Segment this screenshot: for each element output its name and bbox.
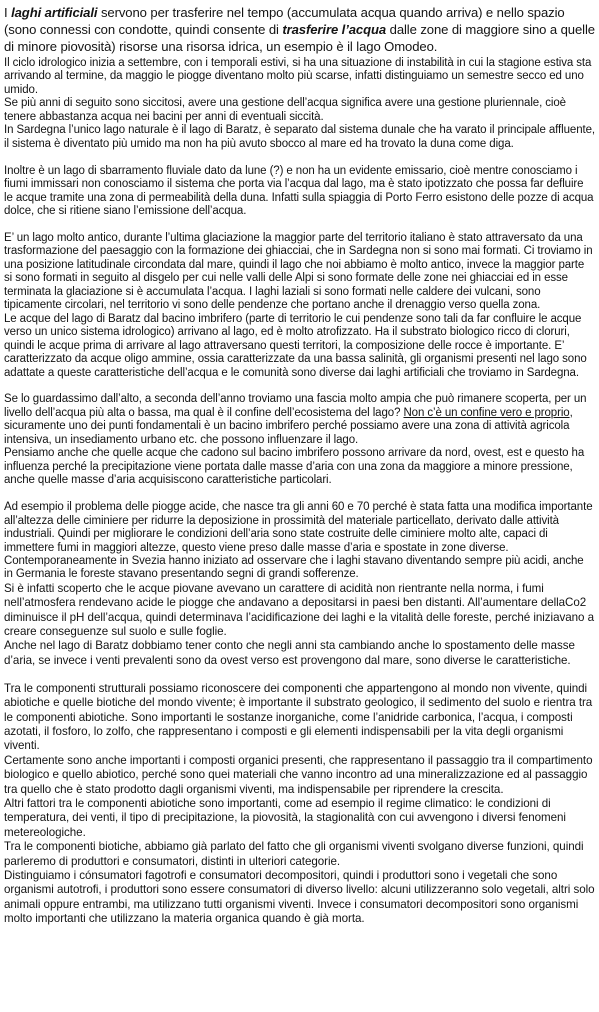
paragraph-componenti-biotiche: Tra le componenti biotiche, abbiamo già parlato del fatto che gli organismi viventi svolgano diverse funzioni, quindi parleremo di produttori e consumatori, distinti in ulteriori categorie. [4,840,584,868]
paragraph-lago-baratz: In Sardegna l’unico lago naturale è il lago di Baratz, è separato dal sistema dunale che ha varato il principale affluente, il sistema è diventato più umido ma non ha più avuto sbocco al mare ed ha trovato la duna come diga. [4,124,595,150]
paragraph-bacino-imbrifero: Le acque del lago di Baratz dal bacino imbrifero (parte di territorio le cui pendenze sono tali da far confluire le acque verso un unico sistema idrologico) arrivano al lago, ed è molto atrofizzato. Ha il substrato biologico ricco di cloruri, quindi le acque prima di arrivare al lago attraversano questi territori, la composizione delle rocce è importante. E’ caratterizzato da acque oligo ammine, ossia caratterizzate da una bassa salinità, gli organismi presenti nel lago sono adattate a queste caratteristiche dell’acqua e le comunità sono diverse dai laghi artificiali che troviamo in Sardegna. [4,312,587,379]
underlined-confine: Non c’è un confine vero e proprio [403,406,570,419]
intro-text-3: dalle zone di maggiore sino a quelle di minore piovosità) risorse una risorsa idrica, un esempio è il lago Omodeo. [4,22,595,54]
intro-paragraph [4,4,595,55]
paragraph-venti-prevalenti: Anche nel lago di Baratz dobbiamo tener conto che negli anni sta cambiando anche lo spostamento delle masse d’aria, se invece i venti prevalenti sono da ovest verso est provengono dal mare, sono diverse le caratteristiche. [4,639,575,667]
paragraph-composti-organici: Certamente sono anche importanti i composti organici presenti, che rappresentano il passaggio tra il compartimento biologico e quello abiotico, perché sono quei materiali che vanno incontro ad una mineralizzazione ed al passaggio tra quello che è stato prodotto dagli organismi viventi, ma indispensabile per riprendere la crescita. [4,753,593,796]
paragraph-gestione-pluriennale: Se più anni di seguito sono siccitosi, avere una gestione dell’acqua significa avere una gestione pluriennale, cioè tenere abbastanza acqua nei bacini per anni di eventuali siccità. [4,97,566,123]
intro-text-2: servono per trasferire nel tempo (accumulata acqua quando arriva) e nello spazio (sono connessi con condotte, quindi consente di [4,5,565,37]
confine-text-2: , sicuramente uno dei punti fondamentali è un bacino imbrifero perché possiamo avere una zona di attività agricola intensiva, un insediamento urbano etc. che possono influenzare il lago. [4,406,573,446]
confine-text-1: Se lo guardassimo dall’alto, a seconda dell’anno troviamo una fascia molto ampia che può rimanere scoperta, per un livello dell’acqua più alta o bassa, ma qual è il confine dell’ecosistema del lago? [4,393,587,419]
paragraph-acidita: Si è infatti scoperto che le acque piovane avevano un carattere di acidità non rientrante nella norma, i fumi nell’atmosfera rendevano acide le piogge che andavano a depositarsi in paesi ben distanti. All’aumentare dellaCo2 diminuisce il pH dell’acqua, quindi determinava l’acidificazione dei laghi e la vitalità delle foreste, perché iniziavano a creare conseguenze sul suolo e sulle foglie. [4,581,594,639]
paragraph-fattori-abiotici: Altri fattori tra le componenti abiotiche sono importanti, come ad esempio il regime climatico: le condizioni di temperatura, dei venti, il tipo di precipitazione, la piovosità, la stagionalità con cui avvengono i diversi fenomeni metereologiche. [4,797,566,839]
paragraph-ciclo-idrologico: Il ciclo idrologico inizia a settembre, con i temporali estivi, si ha una situazione di instabilità in cui la stagione estiva sta arrivando al termine, da maggio le piogge diventano molto più scarse, infatti distinguiamo un semestre secco ed uno umido. [4,57,592,96]
paragraph-masse-aria: Pensiamo anche che quelle acque che cadono sul bacino imbrifero possono arrivare da nord, ovest, est e questo ha influenza perché la precipitazione viene portata dalle masse d’aria con una zona da maggiore a minore pressione, anche quelle masse d’aria acquisiscono caratteristiche particolari. [4,447,585,487]
paragraph-consumatori: Distinguiamo i cónsumatori fagotrofi e consumatori decompositori, quindi i produttori sono i vegetali che sono organismi autotrofi, i produttori sono essere consumatori di diverso livello: alcuni utilizzeranno solo vegetali, altri solo animali oppure entrambi, ma utilizzano tutti organismi viventi. Invece i consumatori decompositori sono organismi molto importanti che utilizzano la materia organica quando è già morta. [4,869,595,926]
paragraph-lago-antico: E’ un lago molto antico, durante l’ultima glaciazione la maggior parte del territorio italiano è stato attraversato da una trasformazione del paesaggio con la formazione dei ghiacciai, che in Sardegna non si sono mai formati. Ci troviamo in una posizione latitudinale circondata dal mare, quindi il lago che noi abbiamo è molto antico, invece la maggior parte si sono formati in seguito al disgelo per cui nelle valli delle Alpi si sono formate delle zone nei ghiacciai ed in esse terminata la glaciazione si è accumulata l’acqua. I laghi laziali si sono formati nelle caldere dei vulcani, sono tipicamente circolari, nel territorio vi sono delle pendenze che portano anche il drenaggio verso quella zona. [4,231,593,312]
emphasis-trasferire-acqua: trasferire l’acqua [282,22,387,37]
paragraph-piogge-acide: Ad esempio il problema delle piogge acide, che nasce tra gli anni 60 e 70 perché è stata fatta una modifica importante all’altezza delle ciminiere per ridurre la deposizione in prossimità del materiale particellato, derivato dalle attività industriali. Quindi per migliorare le condizioni dell’aria sono state costruite delle ciminiere molto alte, capaci di immettere fumi in maggiori altezze, questo viene preso dalle masse d’aria e spostate in zone diverse. Contemporaneamente in Svezia hanno iniziato ad osservare che i laghi stavano diventando sempre più acidi, anche in Germania le foreste stavano presentando segni di grandi sofferenze. [4,501,593,581]
paragraph-confine-ecosistema [4,393,595,447]
intro-text-1: I [4,5,12,20]
paragraph-componenti-strutturali: Tra le componenti strutturali possiamo riconoscere dei componenti che appartengono al mondo non vivente, quindi abiotiche e quelle biotiche del mondo vivente; è importante il substrato geologico, il sedimento del suolo e rientra tra le componenti abiotiche. Sono importanti le sostanze inorganiche, come l’anidride carbonica, l’acqua, i composti azotati, il fosforo, lo zolfo, che rappresentano i composti e gli elementi indispensabili per la vita degli organismi viventi. [4,681,593,753]
paragraph-sbarramento-fluviale: Inoltre è un lago di sbarramento fluviale dato da lune (?) e non ha un evidente emissario, cioè mentre conosciamo i fiumi immissari non conosciamo il sistema che porta via l’acqua dal lago, ma è stato ipotizzato che possa far defluire le acque tramite una zona di permeabilità della duna. Infatti sulla spiaggia di Porto Ferro esistono delle pozze di acqua dolce, che si ritiene siano l’emissione dell’acqua. [4,164,594,218]
emphasis-laghi-artificiali: laghi artificiali [11,5,98,20]
